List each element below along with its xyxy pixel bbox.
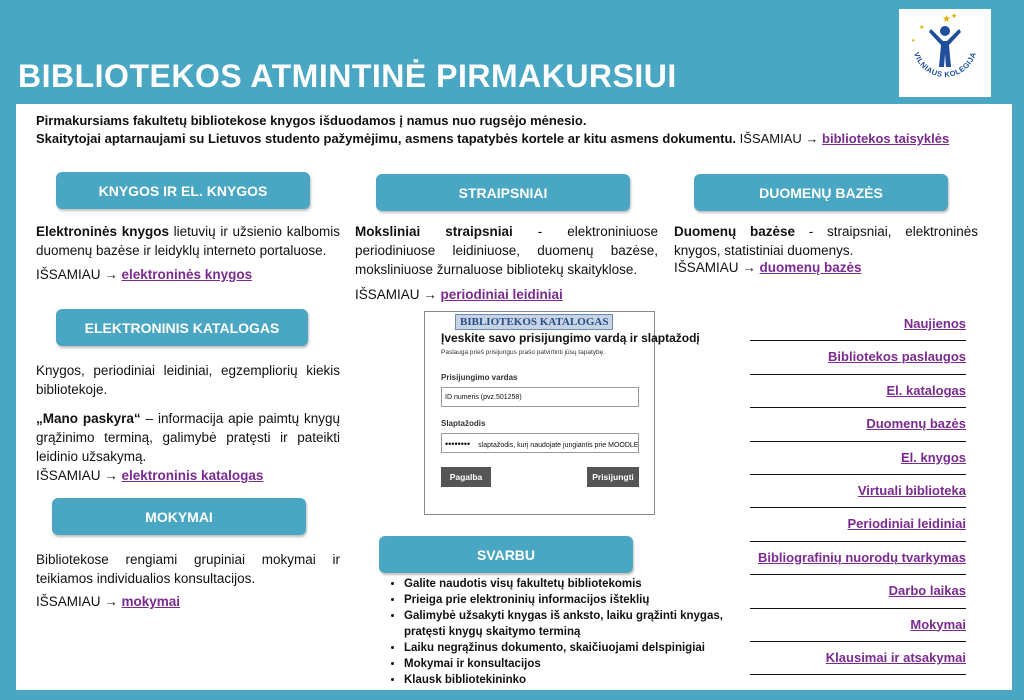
mokymai-more [36, 594, 180, 609]
duomenu-text: - straipsniai, elektroninės knygos, statistiniai duomenys. [674, 224, 978, 258]
more-label: IŠSAMIAU → [36, 468, 118, 483]
intro-line-2 [36, 130, 949, 148]
section-header-straipsniai: STRAIPSNIAI [376, 174, 630, 211]
periodicals-link[interactable]: periodiniai leidiniai [440, 287, 563, 302]
section-header-svarbu: SVARBU [379, 536, 633, 573]
logo-star-icon: ★ [951, 12, 958, 20]
quick-link-item [750, 508, 966, 541]
intro-more-label: IŠSAMIAU → [739, 131, 819, 146]
catalog-login-note: Paslauga prieš prisijungus prašo patvirtinti jūsų tapatybę. [441, 349, 606, 356]
quick-link-virtual-library[interactable]: Virtuali biblioteka [857, 482, 966, 498]
knygos-bold: Elektroninės knygos [36, 224, 169, 239]
quick-link-news[interactable]: Naujienos [903, 316, 966, 331]
more-label: IŠSAMIAU → [36, 267, 118, 282]
mokymai-description: Bibliotekose rengiami grupiniai mokymai ir teikiamos individualios konsultacijos. [36, 552, 340, 586]
duomenu-description [674, 222, 978, 260]
content-panel [16, 104, 1012, 690]
katalogas-text-2-wrap [36, 409, 340, 466]
list-item: • Prieiga prie elektroninių informacijos išteklių [404, 592, 744, 608]
intro-line-1: Pirmakursiams fakultetų bibliotekose knygos išduodamos į namus nuo rugsėjo mėnesio. [36, 113, 587, 128]
quick-link-hours[interactable]: Darbo laikas [888, 583, 966, 599]
help-button[interactable]: Pagalba [441, 467, 491, 487]
quick-link-faq[interactable]: Klausimai ir atsakymai [825, 649, 966, 665]
list-item: • Laiku negrąžinus dokumento, skaičiuojami delspinigiai [404, 640, 744, 656]
quick-link-training[interactable]: Mokymai [910, 616, 966, 632]
logo-star-icon: ★ [919, 24, 925, 31]
section-header-katalogas: ELEKTRONINIS KATALOGAS [56, 309, 308, 346]
quick-link-item [750, 642, 966, 675]
password-dots: •••••••• [445, 439, 471, 449]
straipsniai-bold: Moksliniai straipsniai [355, 224, 513, 239]
quick-link-services[interactable]: Bibliotekos paslaugos [828, 349, 966, 365]
katalogas-text-1: Knygos, periodiniai leidiniai, egzempliorių kiekis bibliotekoje. [36, 363, 340, 397]
databases-link[interactable]: duomenų bazės [759, 260, 862, 275]
training-link[interactable]: mokymai [121, 594, 181, 609]
section-header-duomenu: DUOMENŲ BAZĖS [694, 174, 948, 211]
katalogas-description [36, 361, 340, 466]
username-field[interactable]: ID numeris (pvz.501258) [441, 387, 639, 407]
password-hint: slaptažodis, kurį naudojate jungiantis prie MOODLE [478, 442, 639, 449]
katalogas-text-2: – informacija apie paimtų knygų grąžinimo terminą, galimybė pratęsti ir pateikti leidinio užsakymą. [36, 411, 340, 464]
quick-link-item [750, 375, 966, 408]
quick-link-item [750, 308, 966, 341]
quick-link-item [750, 442, 966, 475]
rules-link[interactable]: bibliotekos taisyklės [822, 131, 950, 146]
straipsniai-more [355, 287, 563, 302]
knygos-description [36, 222, 340, 260]
catalog-login-heading: Įveskite savo prisijungimo vardą ir slaptažodį [441, 331, 700, 345]
important-list [382, 576, 744, 688]
knygos-text: lietuvių ir užsienio kalbomis duomenų bazėse ir leidyklų interneto portaluose. [36, 224, 340, 258]
quick-link-item [750, 609, 966, 642]
logo-star-icon: ★ [942, 14, 951, 25]
quick-link-item [750, 341, 966, 374]
quick-link-item [750, 575, 966, 608]
logo-star-icon: ★ [911, 38, 916, 44]
quick-link-item [750, 408, 966, 441]
quick-link-ebooks[interactable]: El. knygos [900, 449, 966, 465]
straipsniai-text: - elektroniniuose periodiniuose leidiniuose, duomenų bazėse, moksliniuose žurnaluose bibliotekų skaityklose. [355, 224, 658, 277]
list-item: • Galite naudotis visų fakultetų bibliotekomis [404, 576, 744, 592]
quick-link-item [750, 542, 966, 575]
svg-text:VILNIAUS KOLEGIJA: VILNIAUS KOLEGIJA [912, 50, 978, 80]
list-item: • Galimybė užsakyti knygas iš anksto, laiku grąžinti knygas, pratęsti knygų skaitymo terminą [404, 608, 744, 640]
login-button[interactable]: Prisijungti [587, 467, 639, 487]
college-logo [899, 9, 991, 97]
catalog-login-screenshot [424, 311, 700, 515]
straipsniai-description [355, 222, 658, 279]
logo-figure-icon [899, 9, 991, 97]
katalogas-bold: „Mano paskyra“ [36, 411, 141, 426]
section-header-knygos: KNYGOS IR EL. KNYGOS [56, 172, 310, 209]
list-item: • Mokymai ir konsultacijos [404, 656, 744, 672]
quick-link-periodicals[interactable]: Periodiniai leidiniai [847, 516, 966, 532]
knygos-more [36, 267, 252, 282]
duomenu-bold: Duomenų bazėse [674, 224, 795, 239]
list-item: • Klausk bibliotekininko [404, 672, 744, 688]
ebooks-link[interactable]: elektroninės knygos [121, 267, 253, 282]
ecatalog-link[interactable]: elektroninis katalogas [121, 468, 264, 483]
quick-link-item [750, 475, 966, 508]
katalogas-more [36, 468, 263, 483]
quick-link-catalog[interactable]: El. katalogas [886, 382, 966, 398]
username-label: Prisijungimo vardas [441, 373, 518, 382]
quick-link-databases[interactable]: Duomenų bazės [866, 416, 966, 432]
password-label: Slaptažodis [441, 419, 486, 428]
more-label: IŠSAMIAU → [36, 594, 118, 609]
intro-line-2-text: Skaitytojai aptarnaujami su Lietuvos studento pažymėjimu, asmens tapatybės kortele ar kitu asmens dokumentu. [36, 131, 737, 146]
password-field[interactable] [441, 433, 639, 453]
quick-link-citations[interactable]: Bibliografinių nuorodų tvarkymas [757, 549, 966, 565]
catalog-title: BIBLIOTEKOS KATALOGAS [455, 314, 613, 330]
duomenu-more [674, 260, 862, 275]
page-title: BIBLIOTEKOS ATMINTINĖ PIRMAKURSIUI [18, 58, 677, 94]
quick-links [750, 308, 966, 675]
more-label: IŠSAMIAU → [674, 260, 756, 275]
intro-text [36, 112, 949, 148]
more-label: IŠSAMIAU → [355, 287, 437, 302]
section-header-mokymai: MOKYMAI [52, 498, 306, 535]
